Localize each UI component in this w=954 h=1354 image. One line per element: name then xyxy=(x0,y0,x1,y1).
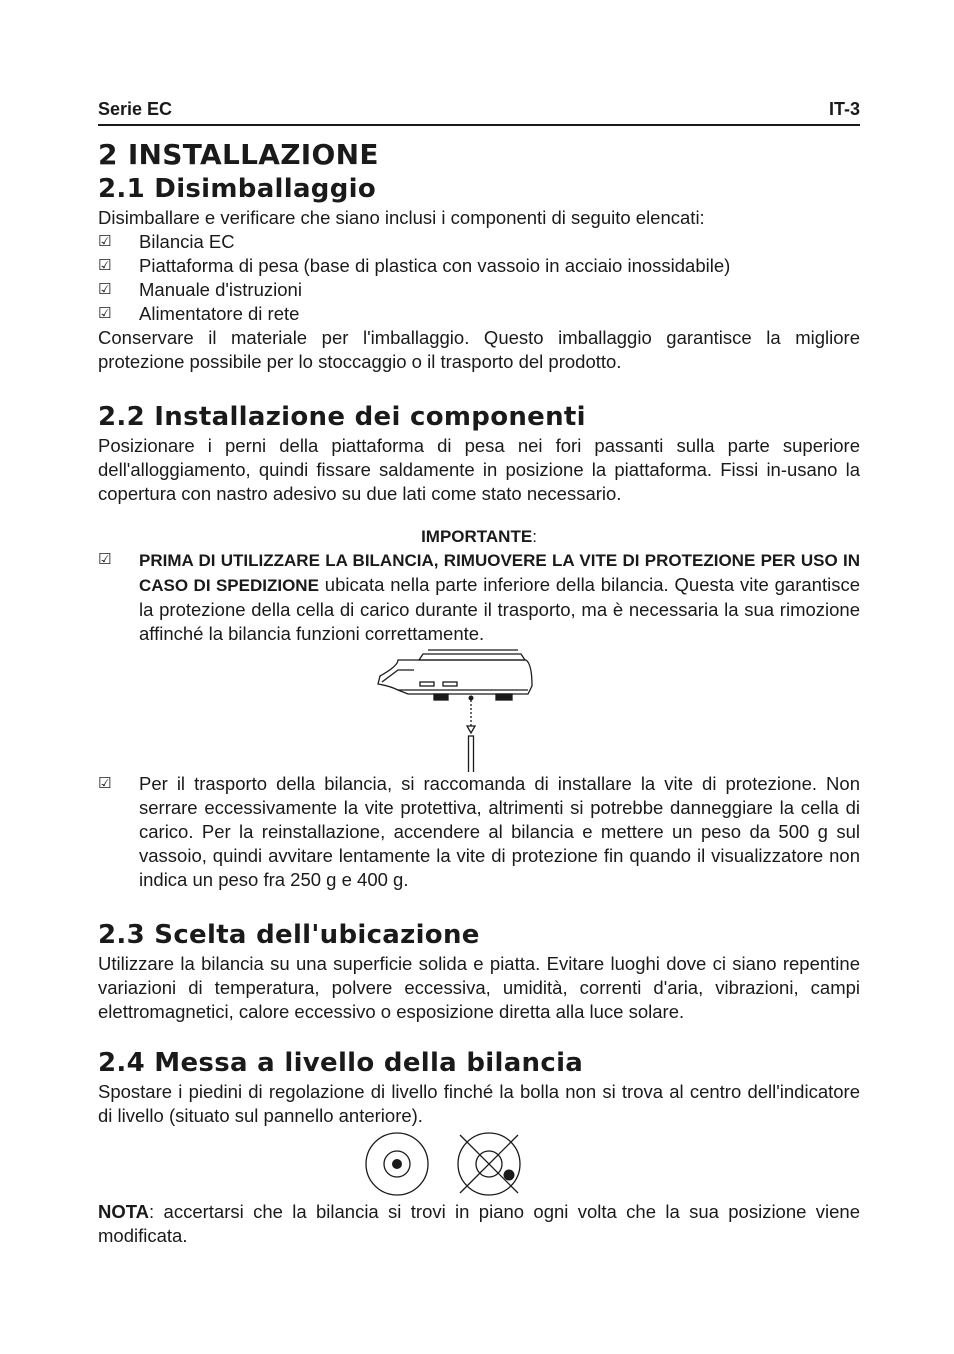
checklist-item xyxy=(98,278,860,302)
checkbox-icon: ☑ xyxy=(98,257,112,274)
checklist-item-label: Bilancia EC xyxy=(139,231,235,252)
section-2-2-title: 2.2 Installazione dei componenti xyxy=(98,402,586,432)
note-label: NOTA xyxy=(98,1201,150,1222)
level-bubble-off-center xyxy=(504,1170,515,1181)
manual-page xyxy=(98,96,860,1248)
checklist-item-label: Piattaforma di pesa (base di plastica con vassoio in acciaio inossidabile) xyxy=(139,255,731,276)
warning-text xyxy=(139,548,860,646)
checkbox-icon: ☑ xyxy=(98,233,112,250)
checkbox-icon: ☑ xyxy=(98,775,112,792)
section-2-2-body: Posizionare i perni della piattaforma di pesa nei fori passanti sulla parte superiore dell'alloggiamento, quindi fissare saldamente in posizione la piattaforma. Fissi in-usano la copertura con nastro adesivo su due lati come stato necessario. xyxy=(98,435,860,504)
section-2-3-title: 2.3 Scelta dell'ubicazione xyxy=(98,920,480,950)
checklist-item xyxy=(98,230,860,254)
shipping-screw-figure xyxy=(98,646,860,772)
transport-text: Per il trasporto della bilancia, si raccomanda di installare la vite di protezione. Non serrare eccessivamente la vite protettiva, altrimenti si potrebbe danneggiare la cella di carico. Per la reinstallazione, accendere al bilancia e mettere un peso da 500 g sul vassoio, quindi avvitare lentamente la vite di protezione fin quando il visualizzatore non indica un peso fra 250 g e 400 g. xyxy=(139,773,860,890)
section-2-1-intro: Disimballare e verificare che siano inclusi i componenti di seguito elencati: xyxy=(98,207,705,228)
level-bubble-centered xyxy=(392,1159,402,1169)
level-bubble-illustration xyxy=(98,1128,860,1200)
section-2-3-body: Utilizzare la bilancia su una superficie solida e piatta. Evitare luoghi dove ci siano repentine variazioni di temperatura, polvere eccessiva, umidità, correnti d'aria, vibrazioni, campi elettromagnetici, calore eccessivo o esposizione diretta alla luce solare. xyxy=(98,953,860,1022)
level-indicator-figure xyxy=(98,1128,860,1200)
section-2-1-title: 2.1 Disimballaggio xyxy=(98,174,377,204)
checklist-item xyxy=(98,302,860,326)
checkbox-icon: ☑ xyxy=(98,551,112,568)
checklist-item-label: Alimentatore di rete xyxy=(139,303,300,324)
header-page-number: IT-3 xyxy=(828,99,860,119)
note-text: : accertarsi che la bilancia si trovi in piano ogni volta che la sua posizione viene modificata. xyxy=(98,1201,860,1246)
transport-item xyxy=(98,772,860,892)
chapter-title: 2 INSTALLAZIONE xyxy=(98,138,379,171)
section-2-4-title: 2.4 Messa a livello della bilancia xyxy=(98,1048,584,1078)
important-heading xyxy=(98,526,860,548)
checkbox-icon: ☑ xyxy=(98,305,112,322)
section-2-1-outro: Conservare il materiale per l'imballaggio. Questo imballaggio garantisce la migliore protezione possibile per lo stoccaggio o il trasporto del prodotto. xyxy=(98,327,860,372)
warning-item xyxy=(98,548,860,646)
warning-rest-text: ubicata nella parte inferiore della bilancia. Questa vite garantisce la protezione della cella di carico durante il trasporto, ma è necessaria la sua rimozione affinché la bilancia funzioni correttamente. xyxy=(139,574,860,644)
important-colon: : xyxy=(532,527,537,546)
checkbox-icon: ☑ xyxy=(98,281,112,298)
balance-side-view-illustration xyxy=(98,646,860,772)
checklist-item xyxy=(98,254,860,278)
page-header xyxy=(98,96,860,126)
header-series: Serie EC xyxy=(98,99,173,119)
warning-bold-text: PRIMA DI UTILIZZARE LA BILANCIA, RIMUOVERE LA VITE DI PROTEZIONE PER USO IN CASO DI SPEDIZIONE xyxy=(139,551,860,595)
note-paragraph xyxy=(98,1200,860,1248)
checklist-item-label: Manuale d'istruzioni xyxy=(139,279,302,300)
important-label: IMPORTANTE xyxy=(421,527,533,546)
section-2-4-body: Spostare i piedini di regolazione di livello finché la bolla non si trova al centro dell'indicatore di livello (situato sul pannello anteriore). xyxy=(98,1081,860,1126)
